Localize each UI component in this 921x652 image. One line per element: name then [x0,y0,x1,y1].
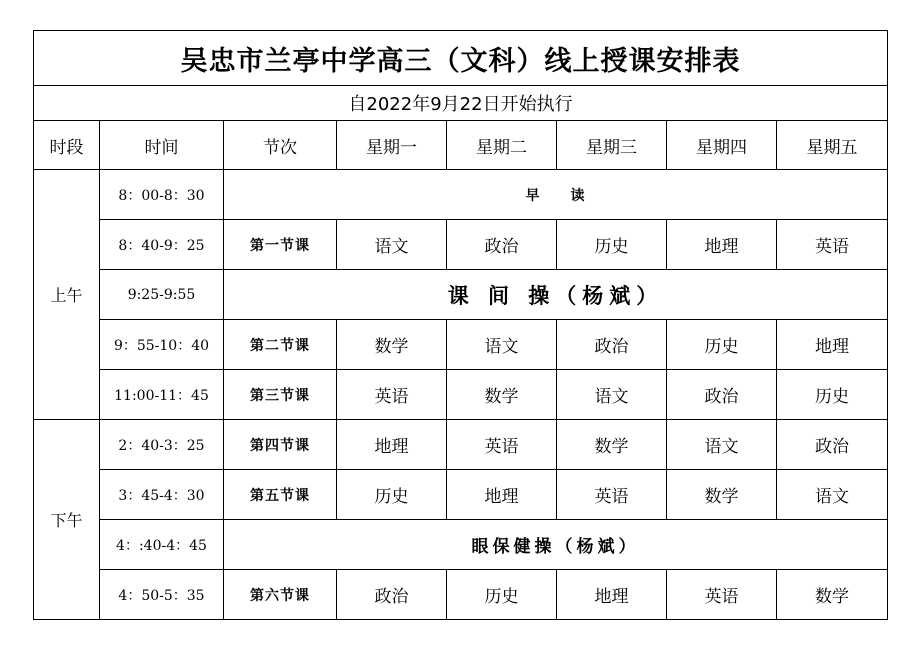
subject-cell: 历史 [777,370,888,420]
subject-cell: 英语 [337,370,447,420]
header-day-mon: 星期一 [337,121,447,170]
subject-cell: 语文 [337,220,447,270]
subject-cell: 地理 [777,320,888,370]
subject-cell: 政治 [557,320,667,370]
subject-cell: 数学 [337,320,447,370]
period-cell: 第五节课 [224,470,337,520]
subject-cell: 政治 [337,570,447,620]
time-cell: 11:00-11：45 [100,370,224,420]
header-segment: 时段 [34,121,100,170]
subject-cell: 政治 [667,370,777,420]
subject-cell: 历史 [447,570,557,620]
segment-morning: 上午 [34,170,100,420]
subject-cell: 英语 [557,470,667,520]
segment-afternoon: 下午 [34,420,100,620]
eye-exercise: 眼保健操（杨斌） [224,520,888,570]
time-cell: 8：00-8：30 [100,170,224,220]
subject-cell: 数学 [777,570,888,620]
subtitle-row [34,86,888,121]
period-cell: 第三节课 [224,370,337,420]
subject-cell: 政治 [777,420,888,470]
period-cell: 第二节课 [224,320,337,370]
schedule-row [34,470,888,520]
subject-cell: 历史 [557,220,667,270]
title-row [34,31,888,86]
schedule-row [34,170,888,220]
subject-cell: 数学 [557,420,667,470]
schedule-row [34,370,888,420]
header-day-wed: 星期三 [557,121,667,170]
subject-cell: 数学 [667,470,777,520]
schedule-row [34,320,888,370]
schedule-row [34,520,888,570]
subject-cell: 英语 [447,420,557,470]
header-day-thu: 星期四 [667,121,777,170]
subject-cell: 历史 [337,470,447,520]
subject-cell: 语文 [447,320,557,370]
subject-cell: 历史 [667,320,777,370]
time-cell: 9：55-10：40 [100,320,224,370]
morning-reading: 早 读 [224,170,888,220]
time-cell: 4：50-5：35 [100,570,224,620]
time-cell: 8：40-9：25 [100,220,224,270]
page-title: 吴忠市兰亭中学高三（文科）线上授课安排表 [34,31,888,86]
time-cell: 9:25-9:55 [100,270,224,320]
subject-cell: 地理 [667,220,777,270]
break-exercise: 课 间 操（杨斌） [224,270,888,320]
schedule-row [34,570,888,620]
schedule-row [34,220,888,270]
period-cell: 第六节课 [224,570,337,620]
subject-cell: 政治 [447,220,557,270]
period-cell: 第一节课 [224,220,337,270]
subject-cell: 地理 [337,420,447,470]
subject-cell: 地理 [447,470,557,520]
time-cell: 4：:40-4：45 [100,520,224,570]
schedule-row [34,270,888,320]
header-period: 节次 [224,121,337,170]
time-cell: 2：40-3：25 [100,420,224,470]
time-cell: 3：45-4：30 [100,470,224,520]
subject-cell: 语文 [557,370,667,420]
subject-cell: 英语 [777,220,888,270]
subject-cell: 语文 [667,420,777,470]
schedule-row [34,420,888,470]
subject-cell: 数学 [447,370,557,420]
subject-cell: 地理 [557,570,667,620]
period-cell: 第四节课 [224,420,337,470]
subject-cell: 英语 [667,570,777,620]
header-time: 时间 [100,121,224,170]
subject-cell: 语文 [777,470,888,520]
header-row [34,121,888,170]
effective-date: 自2022年9月22日开始执行 [34,86,888,121]
schedule-table [33,30,888,620]
header-day-fri: 星期五 [777,121,888,170]
header-day-tue: 星期二 [447,121,557,170]
